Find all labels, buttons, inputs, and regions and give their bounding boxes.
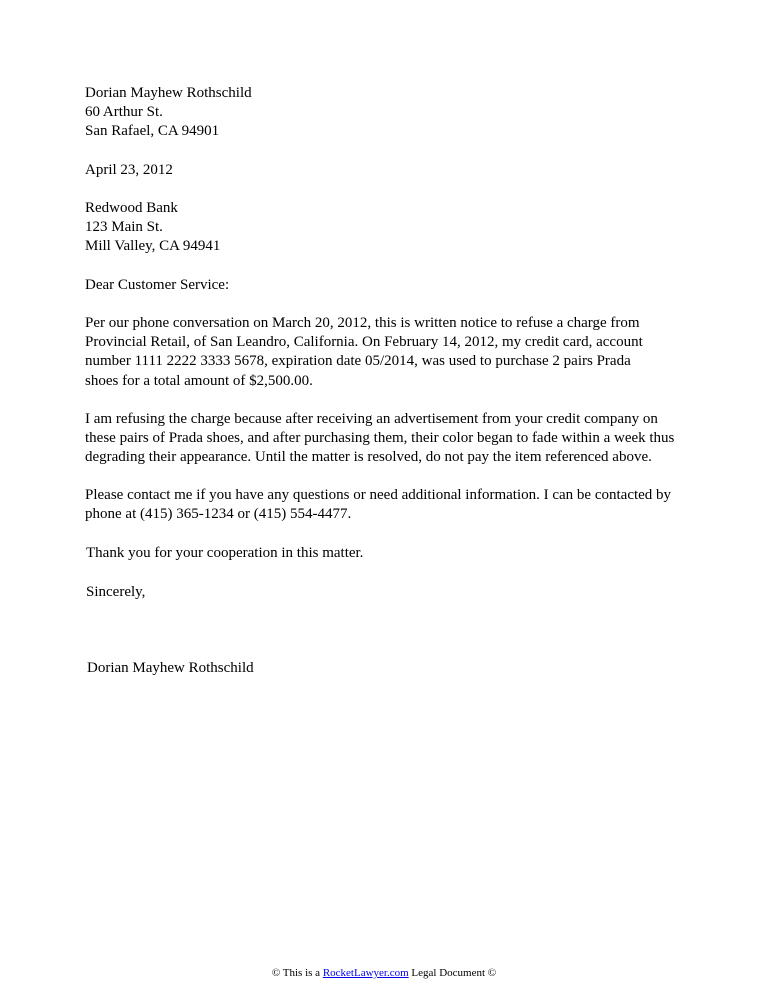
paragraph-line: Per our phone conversation on March 20, 2012, this is written notice to refuse a charge from (85, 315, 640, 331)
footer-prefix: © This is a (271, 967, 323, 979)
paragraph-line: these pairs of Prada shoes, and after purchasing them, their color began to fade within a week thus (85, 430, 675, 447)
signature-name (87, 659, 687, 678)
paragraph-line: Provincial Retail, of San Leandro, California. On February 14, 2012, my credit card, account (85, 334, 643, 351)
rocketlawyer-link[interactable]: RocketLawyer.com (322, 967, 409, 979)
paragraph-line: number 1111 2222 3333 5678, expiration date 05/2014, was used to purchase 2 pairs Prada (85, 353, 631, 370)
paragraph-charge-notice (85, 314, 685, 391)
thank-you-line (86, 544, 686, 563)
sender-name: Dorian Mayhew Rothschild (85, 85, 252, 101)
paragraph-line: I am refusing the charge because after receiving an advertisement from your credit company on (85, 411, 658, 427)
recipient-city-line: Mill Valley, CA 94941 (85, 238, 221, 255)
paragraph-line: phone at (415) 365-1234 or (415) 554-4477. (85, 506, 352, 523)
recipient-name: Redwood Bank (85, 200, 178, 216)
sender-address (85, 84, 685, 142)
letter-date (85, 161, 685, 180)
salutation-text: Dear Customer Service: (85, 277, 230, 293)
date-text: April 23, 2012 (85, 162, 173, 178)
thank-you-text: Thank you for your cooperation in this matter. (86, 545, 364, 561)
paragraph-line: shoes for a total amount of $2,500.00. (85, 372, 313, 389)
footer-suffix: Legal Document © (408, 967, 497, 979)
paragraph-contact-info (85, 486, 685, 524)
recipient-address (85, 199, 685, 257)
signature-text: Dorian Mayhew Rothschild (87, 660, 254, 676)
paragraph-refusal-reason (85, 410, 685, 468)
sender-street: 60 Arthur St. (85, 104, 163, 121)
paragraph-line: degrading their appearance. Until the matter is resolved, do not pay the item referenced above. (85, 449, 652, 466)
closing (86, 583, 686, 602)
recipient-street: 123 Main St. (85, 219, 163, 236)
document-footer (0, 966, 768, 980)
paragraph-line: Please contact me if you have any questions or need additional information. I can be contacted by (85, 487, 672, 503)
closing-text: Sincerely, (86, 584, 146, 600)
sender-city-line: San Rafael, CA 94901 (85, 123, 220, 140)
salutation (85, 276, 685, 295)
